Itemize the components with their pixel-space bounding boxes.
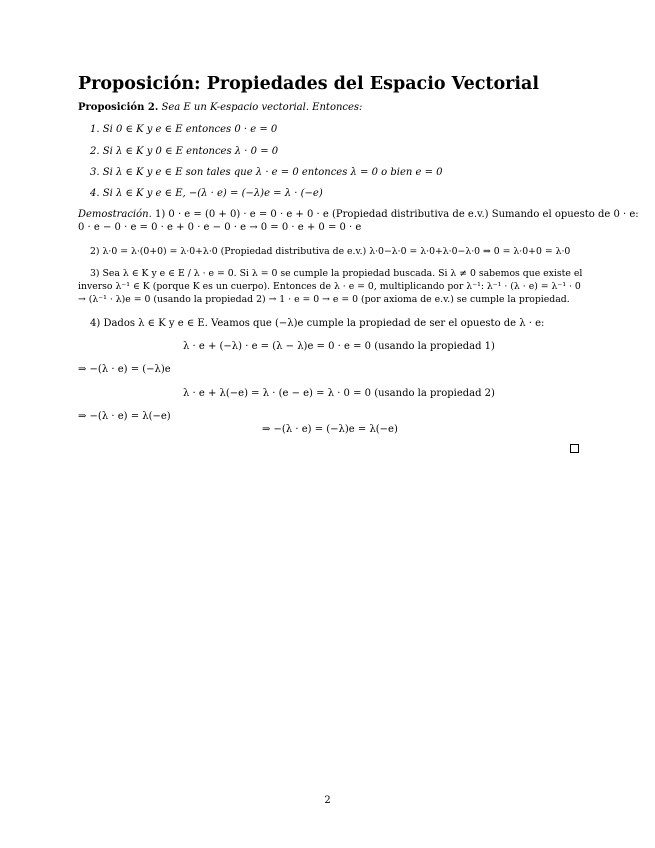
list-item: 2. Si λ ∈ K y 0 ∈ E entonces λ · 0 = 0 [90, 146, 279, 157]
proof-text: 3) Sea λ ∈ K y e ∈ E / λ · e = 0. Si λ = 0 se cumple la propiedad buscada. Si λ ≠ 0 sabemos que existe el [90, 268, 583, 279]
proof-text: 2) λ·0 = λ·(0+0) = λ·0+λ·0 (Propiedad distributiva de e.v.) λ·0−λ·0 = λ·0+λ·0−λ·0 ⇒ 0 = λ·0+0 = λ·0 [90, 246, 571, 257]
page-title: Proposición: Propiedades del Espacio Vectorial [78, 74, 539, 94]
proof-text: inverso λ⁻¹ ∈ K (porque K es un cuerpo). Entonces de λ · e = 0, multiplicando por λ⁻¹: λ⁻¹ · (λ · e) = λ⁻¹ · 0 [78, 281, 581, 292]
equation: λ · e + (−λ) · e = (λ − λ)e = 0 · e = 0 (usando la propiedad 1) [183, 341, 495, 352]
list-item: 3. Si λ ∈ K y e ∈ E son tales que λ · e = 0 entonces λ = 0 o bien e = 0 [90, 167, 443, 178]
implication: ⇒ −(λ · e) = λ(−e) [78, 411, 171, 422]
equation: λ · e + λ(−e) = λ · (e − e) = λ · 0 = 0 (usando la propiedad 2) [183, 388, 495, 399]
proposition-statement: Sea E un K-espacio vectorial. Entonces: [161, 102, 363, 113]
proof-label: Demostración. [78, 209, 152, 220]
proof-text: 1) 0 · e = (0 + 0) · e = 0 · e + 0 · e (Propiedad distributiva de e.v.) Sumando el opuesto de 0 · e: [154, 209, 639, 220]
proof-paragraph-1 [78, 209, 639, 221]
implication: ⇒ −(λ · e) = (−λ)e [78, 364, 171, 375]
list-item: 4. Si λ ∈ K y e ∈ E, −(λ · e) = (−λ)e = λ · (−e) [90, 188, 323, 199]
proof-text: 4) Dados λ ∈ K y e ∈ E. Veamos que (−λ)e cumple la propiedad de ser el opuesto de λ · e: [90, 318, 545, 329]
proposition-label: Proposición 2. [78, 102, 159, 113]
proposition-line [78, 102, 362, 114]
equation: ⇒ −(λ · e) = (−λ)e = λ(−e) [262, 424, 398, 435]
list-item: 1. Si 0 ∈ K y e ∈ E entonces 0 · e = 0 [90, 124, 278, 135]
qed-square-icon [570, 444, 579, 453]
proof-text: 0 · e − 0 · e = 0 · e + 0 · e − 0 · e → 0 = 0 · e + 0 = 0 · e [78, 222, 362, 233]
proof-text: → (λ⁻¹ · λ)e = 0 (usando la propiedad 2) → 1 · e = 0 → e = 0 (por axioma de e.v.) se cumple la propiedad. [78, 294, 570, 305]
page-number: 2 [324, 795, 331, 806]
